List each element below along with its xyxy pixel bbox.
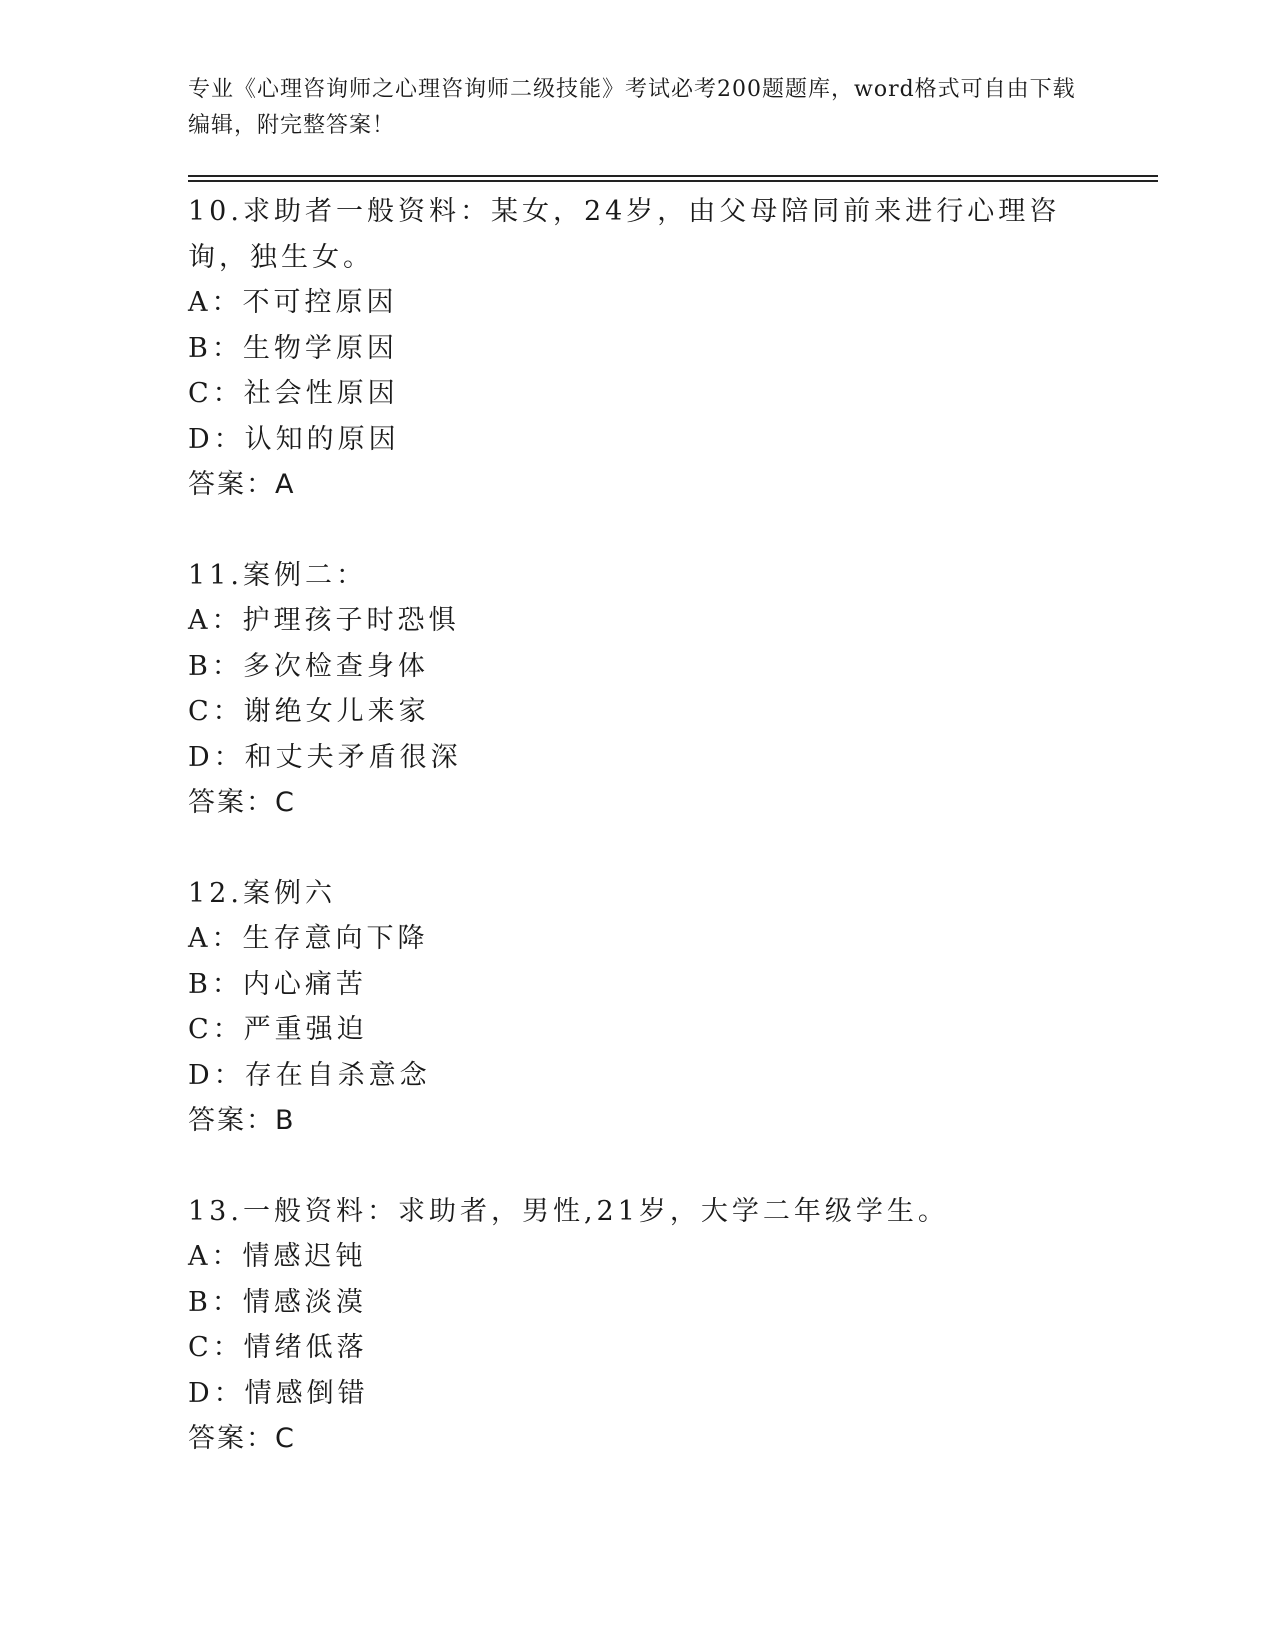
document-header: 专业《心理咨询师之心理咨询师二级技能》考试必考200题题库，word格式可自由下载编辑，附完整答案！	[188, 77, 1076, 138]
option-a: A：不可控原因	[188, 287, 398, 318]
question-stem: 11.案例二：	[188, 559, 367, 591]
question-12	[188, 871, 1088, 1144]
option-c: C：谢绝女儿来家	[188, 696, 430, 727]
question-13	[188, 1189, 1088, 1462]
option-c: C：情绪低落	[188, 1332, 368, 1363]
question-10	[188, 189, 1088, 508]
answer-line: 答案：C	[188, 1423, 296, 1454]
header-rule-bottom	[188, 180, 1158, 182]
answer-line: 答案：B	[188, 1105, 296, 1136]
option-c: C：严重强迫	[188, 1014, 368, 1045]
option-b: B：生物学原因	[188, 332, 398, 364]
question-stem: 10.求助者一般资料：某女，24岁，由父母陪同前来进行心理咨询，独生女。	[188, 196, 1061, 273]
option-a: A：护理孩子时恐惧	[188, 605, 460, 636]
option-d: D：存在自杀意念	[188, 1059, 431, 1091]
option-d: D：认知的原因	[188, 423, 400, 455]
question-11	[188, 553, 1088, 826]
option-c: C：社会性原因	[188, 378, 399, 409]
answer-line: 答案：A	[188, 469, 296, 500]
question-list	[188, 189, 1088, 1507]
question-stem: 12.案例六	[188, 877, 336, 909]
option-a: A：情感迟钝	[188, 1241, 367, 1272]
option-a: A：生存意向下降	[188, 923, 429, 954]
question-stem: 13.一般资料：求助者，男性,21岁，大学二年级学生。	[188, 1195, 949, 1227]
answer-line: 答案：C	[188, 787, 296, 818]
option-b: B：内心痛苦	[188, 968, 367, 1000]
option-b: B：情感淡漠	[188, 1286, 367, 1318]
option-b: B：多次检查身体	[188, 650, 429, 682]
option-d: D：和丈夫矛盾很深	[188, 741, 462, 773]
header-rule-top	[188, 175, 1158, 177]
option-d: D：情感倒错	[188, 1377, 369, 1409]
